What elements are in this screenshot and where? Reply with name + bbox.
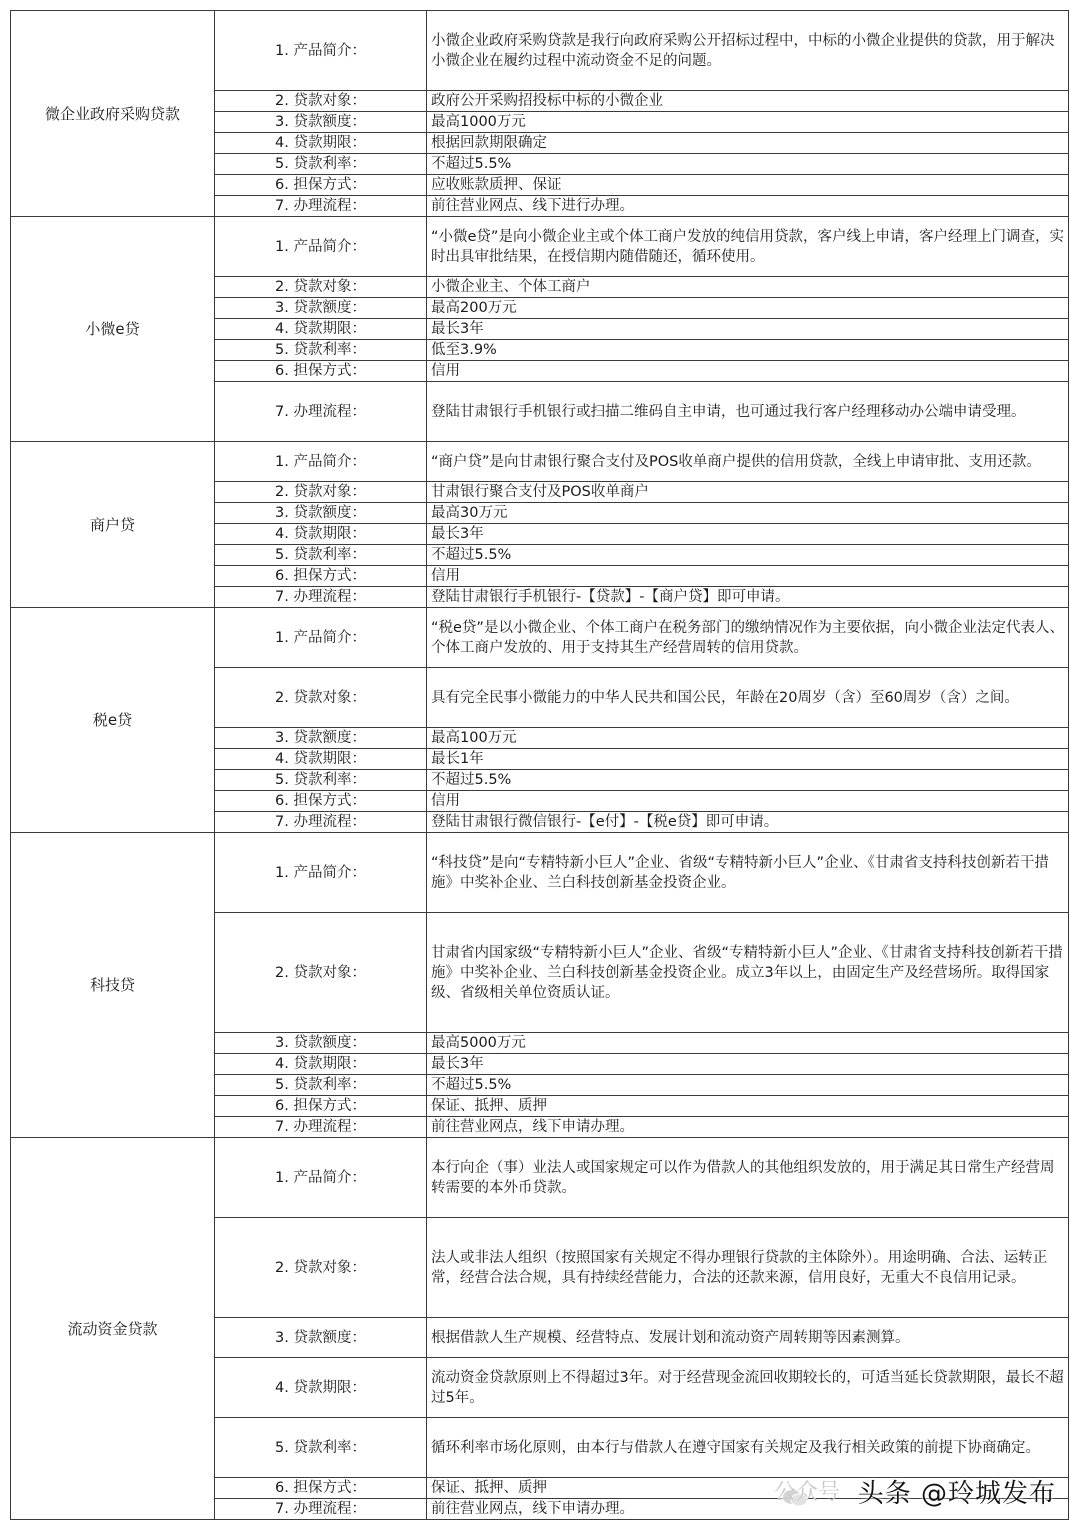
field-value: 最长3年: [427, 1054, 1069, 1075]
field-label: 5. 贷款利率：: [215, 770, 427, 791]
field-value: 不超过5.5%: [427, 545, 1069, 566]
product-name: 流动资金贷款: [11, 1138, 215, 1520]
field-label: 1. 产品简介：: [215, 1138, 427, 1218]
field-value: 最高100万元: [427, 728, 1069, 749]
table-row: [11, 1138, 1069, 1218]
field-value: “科技贷”是向“专精特新小巨人”企业、省级“专精特新小巨人”企业、《甘肃省支持科技创新若干措施》中奖补企业、兰白科技创新基金投资企业。: [427, 833, 1069, 913]
field-value: 甘肃银行聚合支付及POS收单商户: [427, 482, 1069, 503]
field-value: 小微企业政府采购贷款是我行向政府采购公开招标过程中，中标的小微企业提供的贷款，用于解决小微企业在履约过程中流动资金不足的问题。: [427, 11, 1069, 91]
field-label: 4. 贷款期限：: [215, 133, 427, 154]
field-label: 1. 产品简介：: [215, 11, 427, 91]
field-value: 不超过5.5%: [427, 1075, 1069, 1096]
product-name: 小微e贷: [11, 217, 215, 442]
table-row: [11, 442, 1069, 482]
watermark-faint: 公众号: [773, 1480, 840, 1505]
field-value: 前往营业网点，线下申请办理。: [427, 1499, 1069, 1520]
field-label: 1. 产品简介：: [215, 608, 427, 668]
field-value: 不超过5.5%: [427, 154, 1069, 175]
field-label: 7. 办理流程：: [215, 587, 427, 608]
field-value: 不超过5.5%: [427, 770, 1069, 791]
field-value: 保证、抵押、质押: [427, 1478, 1069, 1499]
field-value: 根据借款人生产规模、经营特点、发展计划和流动资产周转期等因素测算。: [427, 1318, 1069, 1358]
field-value: 循环利率市场化原则，由本行与借款人在遵守国家有关规定及我行相关政策的前提下协商确定。: [427, 1418, 1069, 1478]
field-label: 2. 贷款对象：: [215, 91, 427, 112]
field-label: 1. 产品简介：: [215, 217, 427, 277]
field-value: “商户贷”是向甘肃银行聚合支付及POS收单商户提供的信用贷款，全线上申请审批、支用还款。: [427, 442, 1069, 482]
field-label: 4. 贷款期限：: [215, 749, 427, 770]
table-row: [11, 833, 1069, 913]
field-label: 7. 办理流程：: [215, 1499, 427, 1520]
field-value: 最长3年: [427, 524, 1069, 545]
product-name: 商户贷: [11, 442, 215, 608]
product-name: 微企业政府采购贷款: [11, 11, 215, 217]
field-label: 3. 贷款额度：: [215, 503, 427, 524]
field-value: 政府公开采购招投标中标的小微企业: [427, 91, 1069, 112]
field-label: 2. 贷款对象：: [215, 1218, 427, 1318]
field-value: 信用: [427, 791, 1069, 812]
field-label: 4. 贷款期限：: [215, 524, 427, 545]
field-value: 本行向企（事）业法人或国家规定可以作为借款人的其他组织发放的，用于满足其日常生产经营周转需要的本外币贷款。: [427, 1138, 1069, 1218]
field-value: 信用: [427, 566, 1069, 587]
field-value: 前往营业网点、线下进行办理。: [427, 196, 1069, 217]
field-value: 应收账款质押、保证: [427, 175, 1069, 196]
field-value: 最高200万元: [427, 298, 1069, 319]
field-label: 6. 担保方式：: [215, 361, 427, 382]
field-label: 2. 贷款对象：: [215, 913, 427, 1033]
field-label: 5. 贷款利率：: [215, 1418, 427, 1478]
field-value: 前往营业网点，线下申请办理。: [427, 1117, 1069, 1138]
field-label: 7. 办理流程：: [215, 196, 427, 217]
field-value: 具有完全民事小微能力的中华人民共和国公民，年龄在20周岁（含）至60周岁（含）之间。: [427, 668, 1069, 728]
watermark-credit: 头条 @玲城发布: [857, 1479, 1056, 1509]
field-label: 7. 办理流程：: [215, 1117, 427, 1138]
field-label: 2. 贷款对象：: [215, 668, 427, 728]
field-value: 甘肃省内国家级“专精特新小巨人”企业、省级“专精特新小巨人”企业、《甘肃省支持科技创新若干措施》中奖补企业、兰白科技创新基金投资企业。成立3年以上，由固定生产及经营场所。取得国家级、省级相关单位资质认证。: [427, 913, 1069, 1033]
field-label: 4. 贷款期限：: [215, 1358, 427, 1418]
field-value: 法人或非法人组织（按照国家有关规定不得办理银行贷款的主体除外）。用途明确、合法、运转正常，经营合法合规，具有持续经营能力，合法的还款来源，信用良好，无重大不良信用记录。: [427, 1218, 1069, 1318]
field-label: 3. 贷款额度：: [215, 728, 427, 749]
field-value: “小微e贷”是向小微企业主或个体工商户发放的纯信用贷款，客户线上申请，客户经理上门调查，实时出具审批结果，在授信期内随借随还，循环使用。: [427, 217, 1069, 277]
field-label: 6. 担保方式：: [215, 1096, 427, 1117]
field-label: 4. 贷款期限：: [215, 319, 427, 340]
table-row: [11, 11, 1069, 91]
product-name: 科技贷: [11, 833, 215, 1138]
field-label: 3. 贷款额度：: [215, 298, 427, 319]
field-label: 3. 贷款额度：: [215, 1033, 427, 1054]
field-label: 5. 贷款利率：: [215, 545, 427, 566]
field-value: 小微企业主、个体工商户: [427, 277, 1069, 298]
field-label: 6. 担保方式：: [215, 791, 427, 812]
field-value: 信用: [427, 361, 1069, 382]
field-label: 2. 贷款对象：: [215, 277, 427, 298]
field-value: 最长3年: [427, 319, 1069, 340]
field-value: 登陆甘肃银行微信银行-【e付】-【税e贷】即可申请。: [427, 812, 1069, 833]
field-value: 低至3.9%: [427, 340, 1069, 361]
field-value: 保证、抵押、质押: [427, 1096, 1069, 1117]
field-value: 登陆甘肃银行手机银行-【贷款】-【商户贷】即可申请。: [427, 587, 1069, 608]
field-label: 6. 担保方式：: [215, 175, 427, 196]
field-value: 根据回款期限确定: [427, 133, 1069, 154]
field-label: 3. 贷款额度：: [215, 112, 427, 133]
field-value: 最长1年: [427, 749, 1069, 770]
field-label: 5. 贷款利率：: [215, 340, 427, 361]
field-value: 流动资金贷款原则上不得超过3年。对于经营现金流回收期较长的，可适当延长贷款期限，最长不超过5年。: [427, 1358, 1069, 1418]
field-label: 3. 贷款额度：: [215, 1318, 427, 1358]
field-label: 2. 贷款对象：: [215, 482, 427, 503]
product-name: 税e贷: [11, 608, 215, 833]
field-label: 5. 贷款利率：: [215, 1075, 427, 1096]
loan-products-table: [10, 10, 1068, 1520]
field-value: 登陆甘肃银行手机银行或扫描二维码自主申请，也可通过我行客户经理移动办公端申请受理。: [427, 382, 1069, 442]
field-label: 7. 办理流程：: [215, 812, 427, 833]
field-label: 1. 产品简介：: [215, 833, 427, 913]
field-value: “税e贷”是以小微企业、个体工商户在税务部门的缴纳情况作为主要依据，向小微企业法定代表人、个体工商户发放的、用于支持其生产经营周转的信用贷款。: [427, 608, 1069, 668]
field-label: 1. 产品简介：: [215, 442, 427, 482]
field-value: 最高5000万元: [427, 1033, 1069, 1054]
field-label: 6. 担保方式：: [215, 1478, 427, 1499]
field-label: 4. 贷款期限：: [215, 1054, 427, 1075]
table-row: [11, 217, 1069, 277]
field-value: 最高30万元: [427, 503, 1069, 524]
field-label: 5. 贷款利率：: [215, 154, 427, 175]
field-label: 7. 办理流程：: [215, 382, 427, 442]
field-value: 最高1000万元: [427, 112, 1069, 133]
table-row: [11, 608, 1069, 668]
field-label: 6. 担保方式：: [215, 566, 427, 587]
